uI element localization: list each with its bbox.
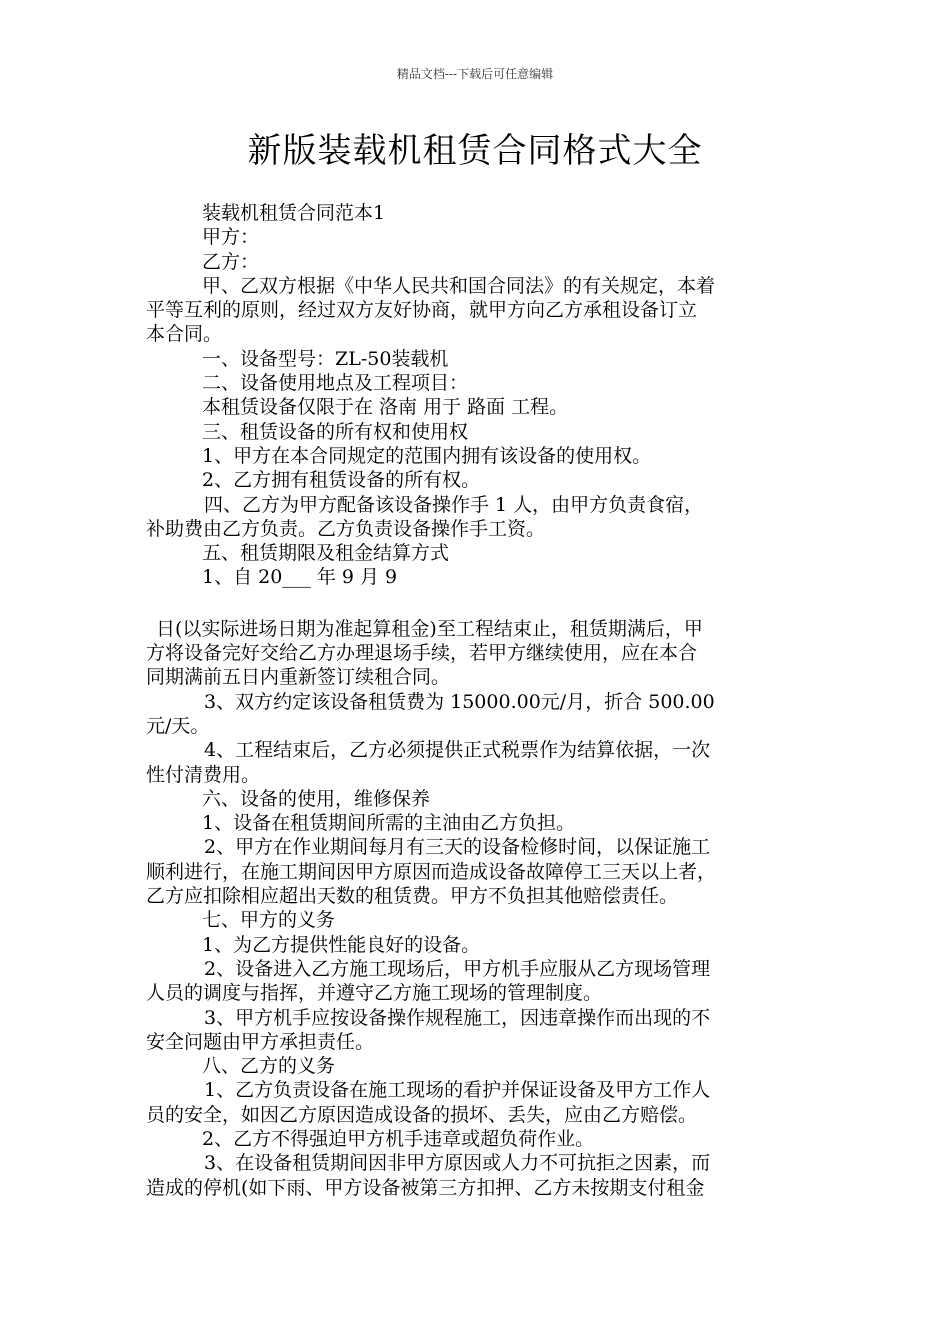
- body-line: 六、设备的使用，维修保养: [202, 787, 431, 810]
- body-line: 员的安全，如因乙方原因造成设备的损坏、丢失，应由乙方赔偿。: [146, 1103, 698, 1126]
- body-line: 顺利进行，在施工期间因甲方原因而造成设备故障停工三天以上者，: [146, 860, 717, 883]
- body-line: 乙方应扣除相应超出天数的租赁费。甲方不负担其他赔偿责任。: [146, 885, 679, 908]
- body-line: 1、自 20___ 年 9 月 9: [202, 566, 398, 589]
- page-header-note: 精品文档---下载后可任意编辑: [396, 67, 554, 81]
- body-line: 本合同。: [146, 323, 223, 346]
- contract-body: [146, 201, 808, 1200]
- body-line: 3、甲方机手应按设备操作规程施工，因违章操作而出现的不: [204, 1006, 711, 1029]
- body-line: 八、乙方的义务: [202, 1055, 336, 1078]
- body-line: 安全问题由甲方承担责任。: [146, 1030, 375, 1053]
- body-line: 2、甲方在作业期间每月有三天的设备检修时间，以保证施工: [204, 836, 711, 859]
- body-line: 甲方：: [202, 226, 260, 249]
- body-line: 2、乙方不得强迫甲方机手违章或超负荷作业。: [202, 1127, 595, 1150]
- body-line: 2、设备进入乙方施工现场后，甲方机手应服从乙方现场管理: [204, 957, 711, 980]
- body-line: 五、租赁期限及租金结算方式: [202, 542, 450, 565]
- body-line: 一、设备型号：ZL-50装载机: [202, 347, 449, 370]
- blank-line: [146, 590, 808, 617]
- body-line: 三、租赁设备的所有权和使用权: [202, 420, 469, 443]
- body-line: 4、工程结束后，乙方必须提供正式税票作为结算依据，一次: [204, 739, 711, 762]
- body-line: 造成的停机(如下雨、甲方设备被第三方扣押、乙方未按期支付租金: [146, 1176, 705, 1199]
- body-line: 二、设备使用地点及工程项目：: [202, 372, 469, 395]
- body-line: 七、甲方的义务: [202, 909, 336, 932]
- body-line: 1、为乙方提供性能良好的设备。: [202, 933, 481, 956]
- document-title: 新版装载机租赁合同格式大全: [247, 131, 703, 171]
- body-line: 日(以实际进场日期为准起算租金)至工程结束止，租赁期满后，甲: [156, 617, 703, 640]
- body-line: 1、设备在租赁期间所需的主油由乙方负担。: [202, 812, 576, 835]
- body-line: 1、甲方在本合同规定的范围内拥有该设备的使用权。: [202, 444, 652, 467]
- body-line: 3、双方约定该设备租赁费为 15000.00元/月，折合 500.00: [204, 690, 715, 713]
- body-line: 3、在设备租赁期间因非甲方原因或人力不可抗拒之因素，而: [204, 1152, 711, 1175]
- body-line: 装载机租赁合同范本1: [202, 202, 386, 224]
- body-line: 2、乙方拥有租赁设备的所有权。: [202, 469, 481, 492]
- body-line: 四、乙方为甲方配备该设备操作手 1 人，由甲方负责食宿，: [204, 493, 704, 516]
- body-line: 人员的调度与指挥，并遵守乙方施工现场的管理制度。: [146, 982, 603, 1005]
- body-line: 本租赁设备仅限于在 洛南 用于 路面 工程。: [202, 396, 569, 419]
- body-line: 性付清费用。: [146, 763, 261, 786]
- body-line: 补助费由乙方负责。乙方负责设备操作手工资。: [146, 517, 546, 540]
- body-line: 平等互利的原则，经过双方友好协商，就甲方向乙方承租设备订立: [146, 299, 698, 322]
- body-line: 元/天。: [146, 714, 210, 737]
- body-line: 甲、乙双方根据《中华人民共和国合同法》的有关规定，本着: [202, 274, 716, 297]
- body-line: 1、乙方负责设备在施工现场的看护并保证设备及甲方工作人: [204, 1079, 711, 1102]
- body-line: 方将设备完好交给乙方办理退场手续，若甲方继续使用，应在本合: [146, 642, 698, 665]
- body-line: 同期满前五日内重新签订续租合同。: [146, 666, 451, 689]
- body-line: 乙方：: [202, 250, 260, 273]
